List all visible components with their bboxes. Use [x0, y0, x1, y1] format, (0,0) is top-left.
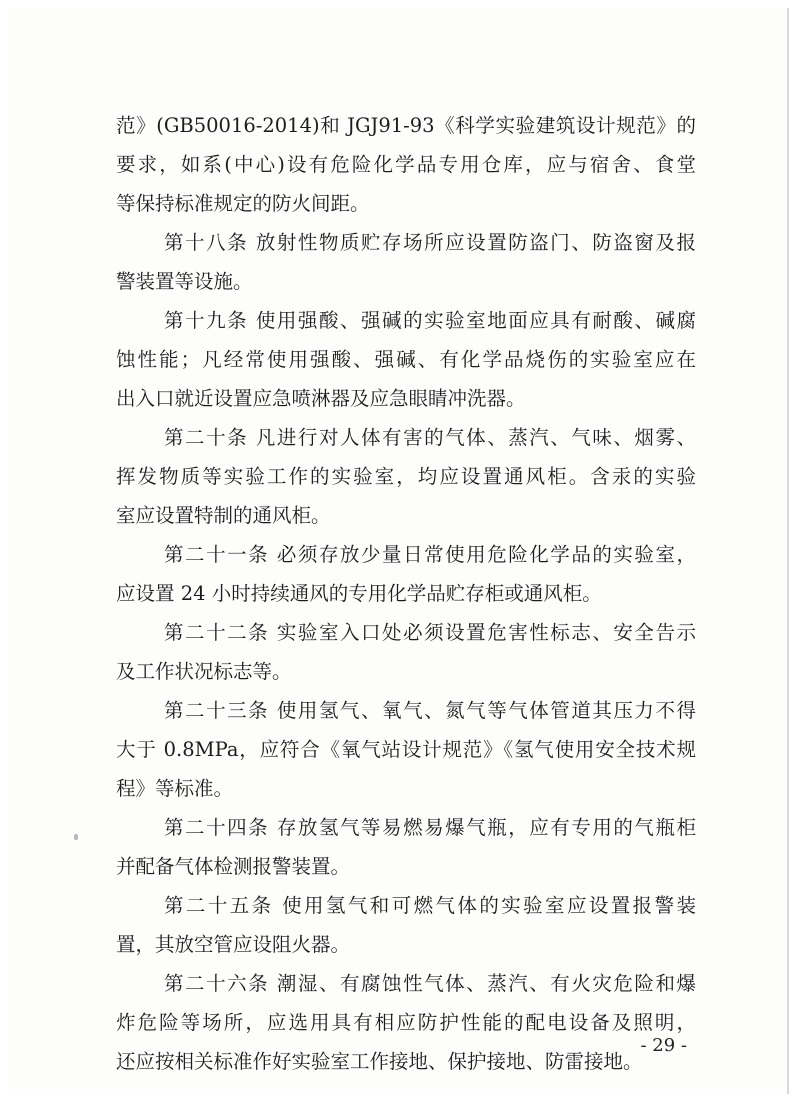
text-line: 第二十条 凡进行对人体有害的气体、蒸汽、气味、烟雾、: [164, 426, 696, 449]
text-line: 第十九条 使用强酸、强碱的实验室地面应具有耐酸、碱腐: [164, 309, 696, 332]
text-line: 炸危险等场所，应选用具有相应防护性能的配电设备及照明，: [116, 1011, 696, 1034]
article-19: [116, 301, 696, 418]
text-line: 范》(GB50016-2014)和 JGJ91-93《科学实验建筑设计规范》的: [116, 114, 696, 137]
text-line: 第十八条 放射性物质贮存场所应设置防盗门、防盗窗及报: [164, 231, 696, 254]
article-20: [116, 418, 696, 535]
article-18: [116, 223, 696, 301]
article-22: [116, 613, 696, 691]
text-line: 程》等标准。: [116, 777, 234, 800]
text-line: 第二十三条 使用氢气、氧气、氮气等气体管道其压力不得: [164, 699, 696, 722]
text-line: 置，其放空管应设阻火器。: [116, 933, 351, 956]
text-line: 室应设置特制的通风柜。: [116, 504, 331, 527]
article-23: [116, 691, 696, 808]
article-25: [116, 886, 696, 964]
text-line: 第二十六条 潮湿、有腐蚀性气体、蒸汽、有火灾危险和爆: [164, 972, 696, 995]
text-line: 要求，如系(中心)设有危险化学品专用仓库，应与宿舍、食堂: [116, 153, 696, 176]
article-21: [116, 535, 696, 613]
text-line: 警装置等设施。: [116, 270, 253, 293]
text-line: 大于 0.8MPa，应符合《氧气站设计规范》《氢气使用安全技术规: [116, 738, 696, 761]
text-line: 第二十四条 存放氢气等易燃易爆气瓶，应有专用的气瓶柜: [164, 816, 696, 839]
document-page: [8, 8, 789, 1094]
text-line: 第二十五条 使用氢气和可燃气体的实验室应设置报警装: [164, 894, 696, 917]
paragraph-fire-distance: [116, 106, 696, 223]
text-line: 第二十一条 必须存放少量日常使用危险化学品的实验室，: [164, 543, 696, 566]
text-line: 及工作状况标志等。: [116, 660, 292, 683]
article-26: [116, 964, 696, 1081]
document-body: [116, 106, 696, 1081]
text-line: 出入口就近设置应急喷淋器及应急眼睛冲洗器。: [116, 387, 526, 410]
text-line: 等保持标准规定的防火间距。: [116, 192, 370, 215]
scan-speck: [74, 834, 78, 840]
text-line: 第二十二条 实验室入口处必须设置危害性标志、安全告示: [164, 621, 696, 644]
text-line: 应设置 24 小时持续通风的专用化学品贮存柜或通风柜。: [116, 582, 602, 605]
text-line: 还应按相关标准作好实验室工作接地、保护接地、防雷接地。: [116, 1050, 643, 1073]
article-24: [116, 808, 696, 886]
text-line: 蚀性能；凡经常使用强酸、强碱、有化学品烧伤的实验室应在: [116, 348, 696, 371]
text-line: 并配备气体检测报警装置。: [116, 855, 351, 878]
text-line: 挥发物质等实验工作的实验室，均应设置通风柜。含汞的实验: [116, 465, 696, 488]
page-number: - 29 -: [640, 1035, 687, 1056]
